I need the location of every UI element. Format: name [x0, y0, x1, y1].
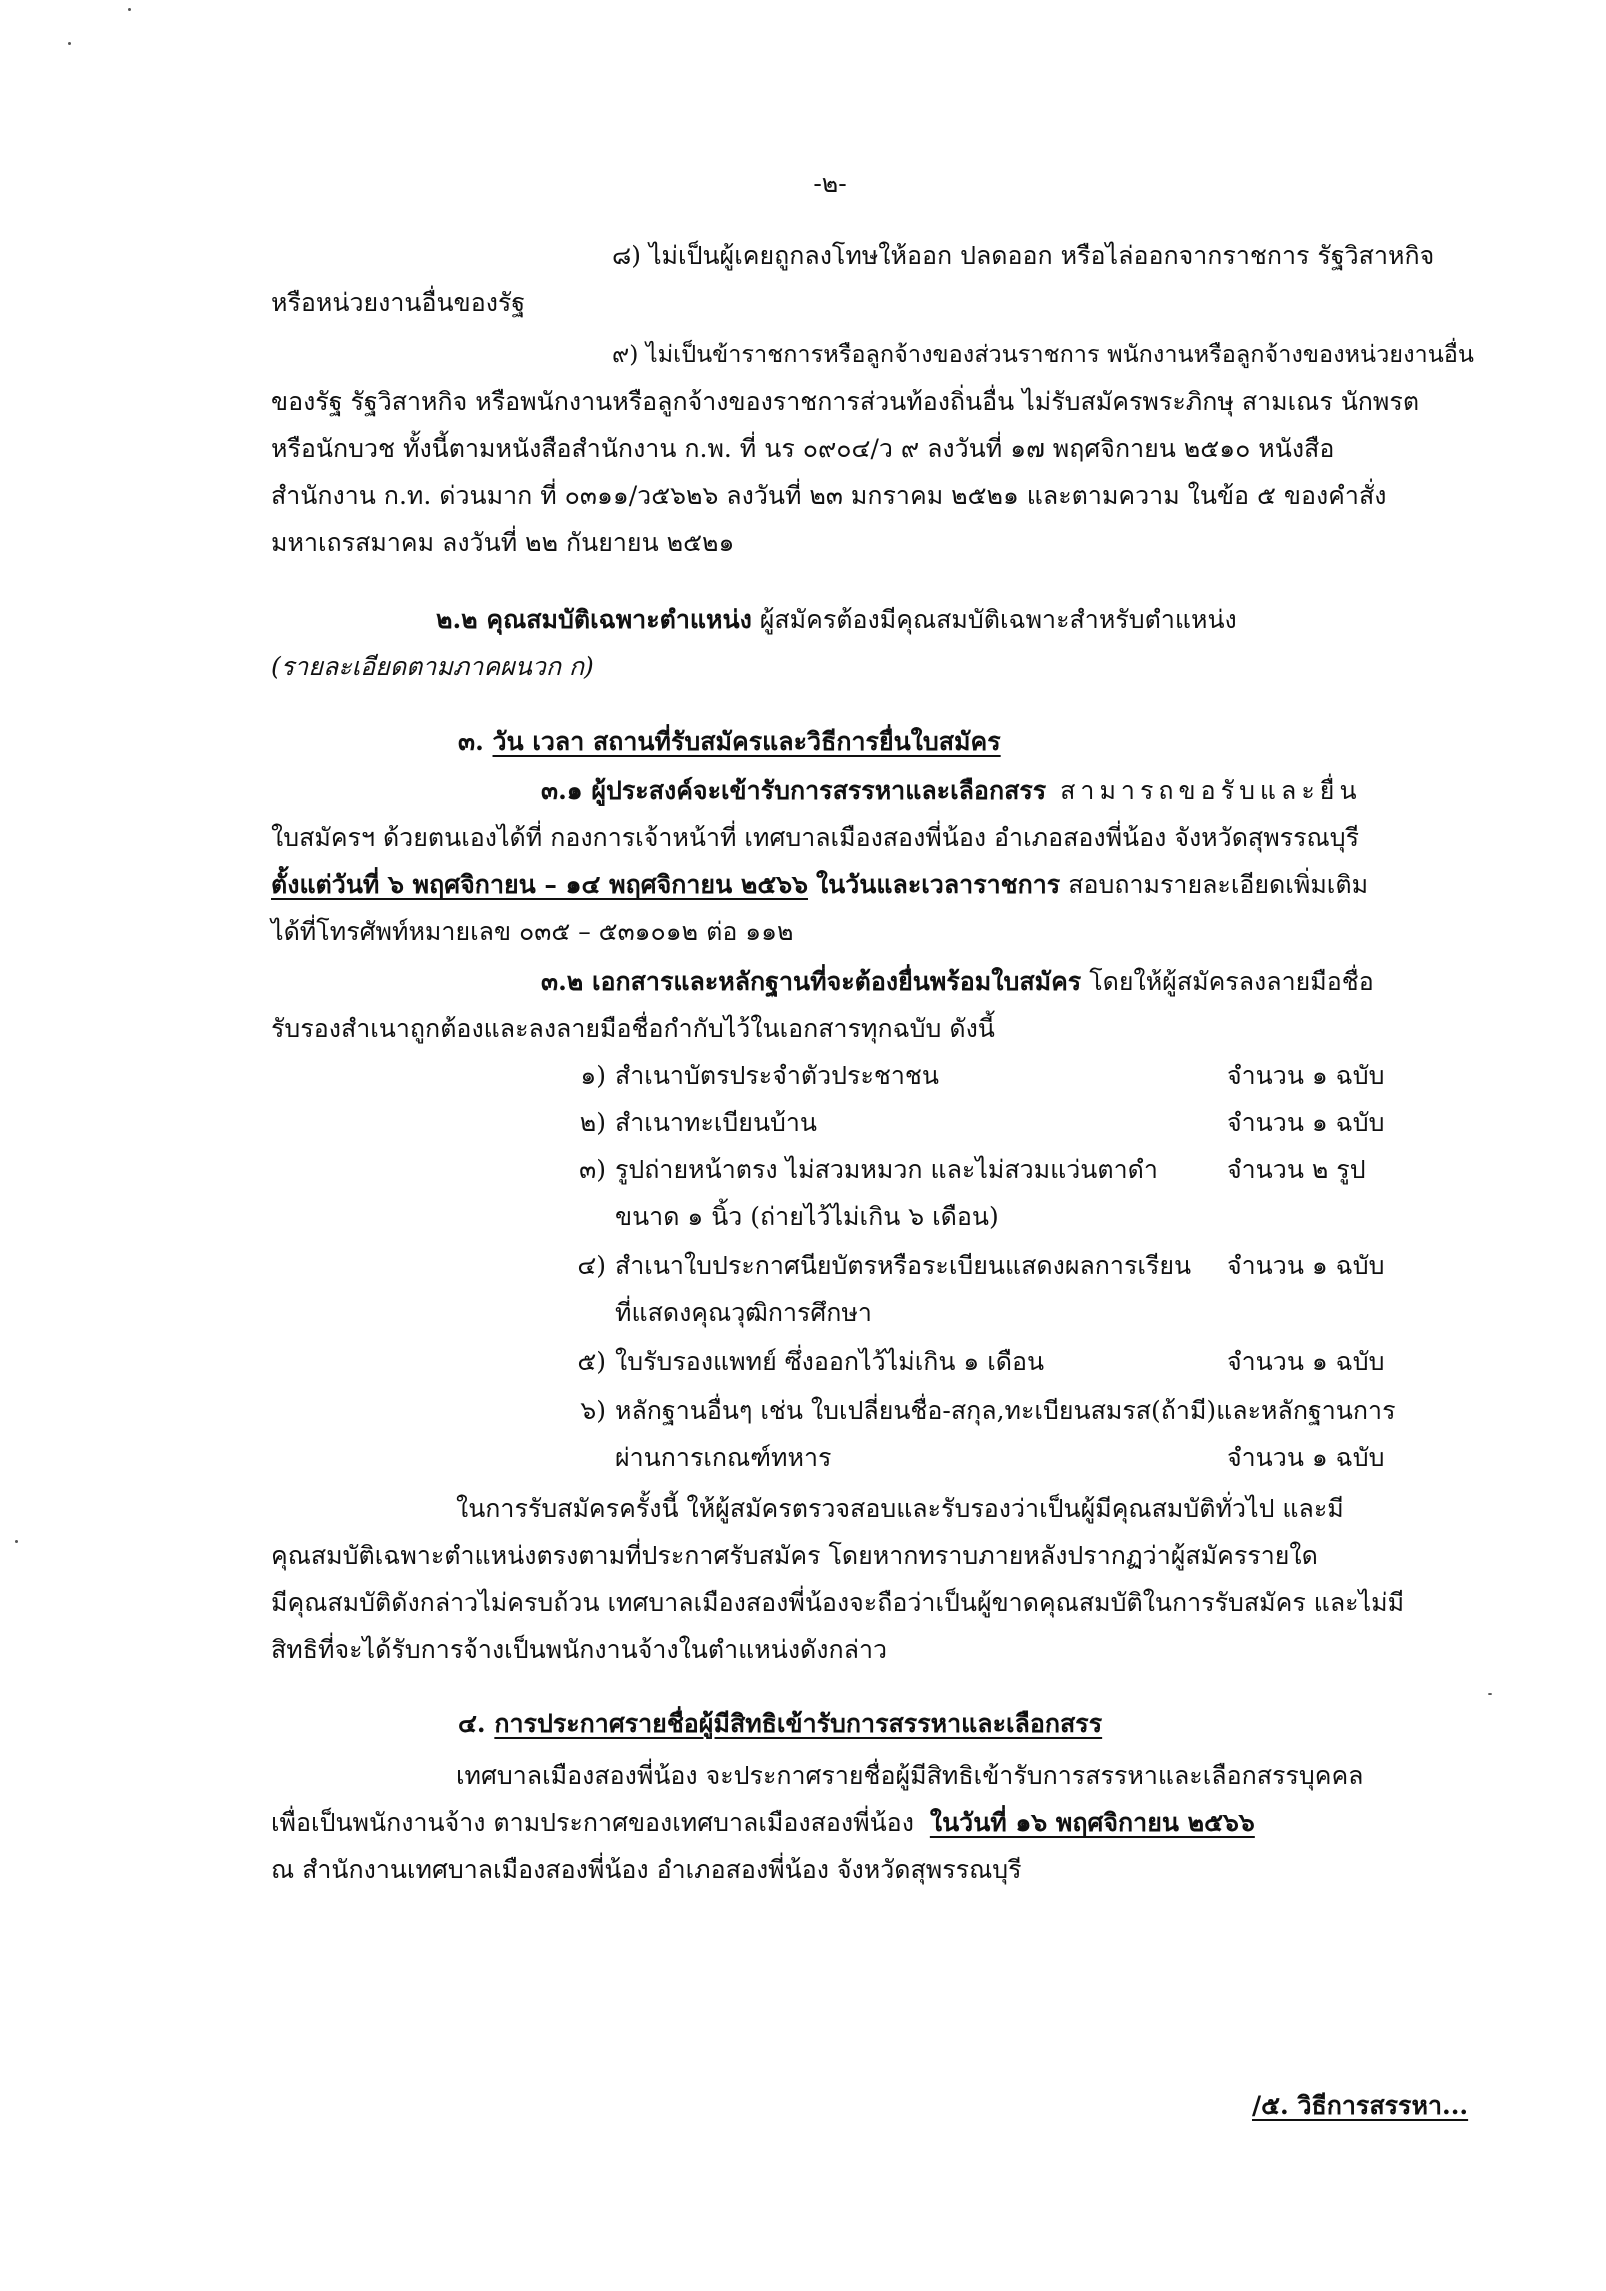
section-3-1-line-3-rest: สอบถามรายละเอียดเพิ่มเติม [1068, 870, 1369, 899]
section-3-2-heading: ๓.๒ เอกสารและหลักฐานที่จะต้องยื่นพร้อมใบสมัคร [541, 967, 1082, 996]
section-3-1-date-range: ตั้งแต่วันที่ ๖ พฤศจิกายน – ๑๔ พฤศจิกายน ๒๕๖๖ [271, 870, 809, 899]
document-amount: จำนวน ๑ ฉบับ [1227, 1347, 1385, 1376]
section-3-heading [458, 718, 1001, 765]
item-9-line-3: หรือนักบวช ทั้งนี้ตามหนังสือสำนักงาน ก.พ. ที่ นร ๐๙๐๔/ว ๙ ลงวันที่ ๑๗ พฤศจิกายน ๒๕๑๐ หนังสือ [271, 434, 1335, 463]
scan-speck [1488, 1693, 1492, 1695]
section-3-1-line-1-rest: สามารถขอรับและยื่น [1060, 776, 1362, 805]
section-2-2-text: ผู้สมัครต้องมีคุณสมบัติเฉพาะสำหรับตำแหน่ง [759, 605, 1237, 634]
item-8-line-2: หรือหน่วยงานอื่นของรัฐ [271, 288, 526, 317]
section-3-1-line-3 [271, 861, 1368, 908]
section-2-2-heading: ๒.๒ คุณสมบัติเฉพาะตำแหน่ง [436, 605, 752, 634]
verification-line-4: สิทธิที่จะได้รับการจ้างเป็นพนักงานจ้างในตำแหน่งดังกล่าว [271, 1635, 888, 1664]
document-number: ๒) [579, 1108, 606, 1137]
section-3-2-line-1-rest: โดยให้ผู้สมัครลงลายมือชื่อ [1089, 967, 1374, 996]
document-text-continued: ที่แสดงคุณวุฒิการศึกษา [615, 1298, 872, 1327]
section-2-2-line-1 [436, 596, 1237, 643]
section-4-line-2 [271, 1799, 1255, 1846]
document-number: ๔) [577, 1251, 606, 1280]
item-9-line-2-text: ของรัฐ รัฐวิสาหกิจ หรือพนักงานหรือลูกจ้างของราชการส่วนท้องถิ่นอื่น ไม่รับสมัครพระภิกษุ สามเณร นักพรต [271, 387, 1420, 416]
section-4-title: การประกาศรายชื่อผู้มีสิทธิเข้ารับการสรรหาและเลือกสรร [494, 1709, 1103, 1738]
section-4-line-3: ณ สำนักงานเทศบาลเมืองสองพี่น้อง อำเภอสองพี่น้อง จังหวัดสุพรรณบุรี [271, 1855, 1022, 1884]
document-text: สำเนาใบประกาศนียบัตรหรือระเบียนแสดงผลการเรียน [615, 1251, 1192, 1280]
document-text: สำเนาทะเบียนบ้าน [615, 1108, 818, 1137]
document-text-continued: ผ่านการเกณฑ์ทหาร [615, 1443, 832, 1472]
document-amount: จำนวน ๑ ฉบับ [1227, 1251, 1385, 1280]
document-text-continued: ขนาด ๑ นิ้ว (ถ่ายไว้ไม่เกิน ๖ เดือน) [615, 1202, 999, 1231]
section-3-1-line-2: ใบสมัครฯ ด้วยตนเองได้ที่ กองการเจ้าหน้าที่ เทศบาลเมืองสองพี่น้อง อำเภอสองพี่น้อง จังหวัดสุพรรณบุรี [271, 823, 1360, 852]
item-9-line-1: ๙) ไม่เป็นข้าราชการหรือลูกจ้างของส่วนราชการ พนักงานหรือลูกจ้างของหน่วยงานอื่น [612, 340, 1474, 368]
section-3-1-office-hours: ในวันและเวลาราชการ [815, 870, 1061, 899]
document-text: ใบรับรองแพทย์ ซึ่งออกไว้ไม่เกิน ๑ เดือน [615, 1347, 1045, 1376]
continuation-footer: /๕. วิธีการสรรหา... [1252, 2091, 1469, 2120]
section-4-announcement-date: ในวันที่ ๑๖ พฤศจิกายน ๒๕๖๖ [929, 1808, 1255, 1837]
section-3-1-line-1 [541, 767, 1362, 814]
verification-line-3: มีคุณสมบัติดังกล่าวไม่ครบถ้วน เทศบาลเมืองสองพี่น้องจะถือว่าเป็นผู้ขาดคุณสมบัติในการรับสมัคร และไม่มี [271, 1588, 1405, 1617]
page-number: -๒- [813, 169, 847, 198]
verification-line-2: คุณสมบัติเฉพาะตำแหน่งตรงตามที่ประกาศรับสมัคร โดยหากทราบภายหลังปรากฏว่าผู้สมัครรายใด [271, 1541, 1318, 1570]
item-9-line-2 [271, 378, 1473, 425]
document-amount: จำนวน ๒ รูป [1227, 1155, 1366, 1184]
section-4-number: ๔. [458, 1709, 486, 1738]
document-amount: จำนวน ๑ ฉบับ [1227, 1443, 1385, 1472]
document-number: ๕) [577, 1347, 606, 1376]
verification-line-1: ในการรับสมัครครั้งนี้ ให้ผู้สมัครตรวจสอบและรับรองว่าเป็นผู้มีคุณสมบัติทั่วไป และมี [456, 1494, 1344, 1523]
scan-speck [128, 8, 131, 11]
section-2-2-note: (รายละเอียดตามภาคผนวก ก) [271, 652, 594, 681]
document-text: สำเนาบัตรประจำตัวประชาชน [615, 1061, 939, 1090]
section-3-title: วัน เวลา สถานที่รับสมัครและวิธีการยื่นใบสมัคร [492, 727, 1001, 756]
section-3-number: ๓. [458, 727, 484, 756]
section-4-line-1: เทศบาลเมืองสองพี่น้อง จะประกาศรายชื่อผู้มีสิทธิเข้ารับการสรรหาและเลือกสรรบุคคล [456, 1761, 1364, 1790]
document-number: ๖) [580, 1396, 606, 1425]
section-3-2-line-1 [541, 958, 1374, 1005]
item-8-line-1: ๘) ไม่เป็นผู้เคยถูกลงโทษให้ออก ปลดออก หรือไล่ออกจากราชการ รัฐวิสาหกิจ [612, 241, 1435, 270]
item-9-line-5: มหาเถรสมาคม ลงวันที่ ๒๒ กันยายน ๒๕๒๑ [271, 528, 735, 557]
document-text: รูปถ่ายหน้าตรง ไม่สวมหมวก และไม่สวมแว่นตาดำ [615, 1155, 1158, 1184]
section-3-1-phone: ได้ที่โทรศัพท์หมายเลข ๐๓๕ – ๕๓๑๐๑๒ ต่อ ๑๑๒ [271, 917, 794, 946]
section-3-2-line-2: รับรองสำเนาถูกต้องและลงลายมือชื่อกำกับไว้ในเอกสารทุกฉบับ ดังนี้ [271, 1014, 995, 1043]
document-amount: จำนวน ๑ ฉบับ [1227, 1061, 1385, 1090]
document-number: ๓) [579, 1155, 606, 1184]
scan-speck [68, 42, 71, 45]
document-number: ๑) [580, 1061, 606, 1090]
document-text: หลักฐานอื่นๆ เช่น ใบเปลี่ยนชื่อ-สกุล,ทะเบียนสมรส(ถ้ามี)และหลักฐานการ [615, 1396, 1396, 1425]
section-4-heading [458, 1700, 1102, 1747]
item-9-line-4: สำนักงาน ก.ท. ด่วนมาก ที่ ๐๓๑๑/ว๕๖๒๖ ลงวันที่ ๒๓ มกราคม ๒๕๒๑ และตามความ ในข้อ ๕ ของคำสั่ง [271, 481, 1387, 510]
section-4-line-2-text: เพื่อเป็นพนักงานจ้าง ตามประกาศของเทศบาลเมืองสองพี่น้อง [271, 1808, 914, 1837]
document-amount: จำนวน ๑ ฉบับ [1227, 1108, 1385, 1137]
section-3-1-heading: ๓.๑ ผู้ประสงค์จะเข้ารับการสรรหาและเลือกสรร [541, 776, 1047, 805]
scan-speck [15, 1540, 18, 1543]
